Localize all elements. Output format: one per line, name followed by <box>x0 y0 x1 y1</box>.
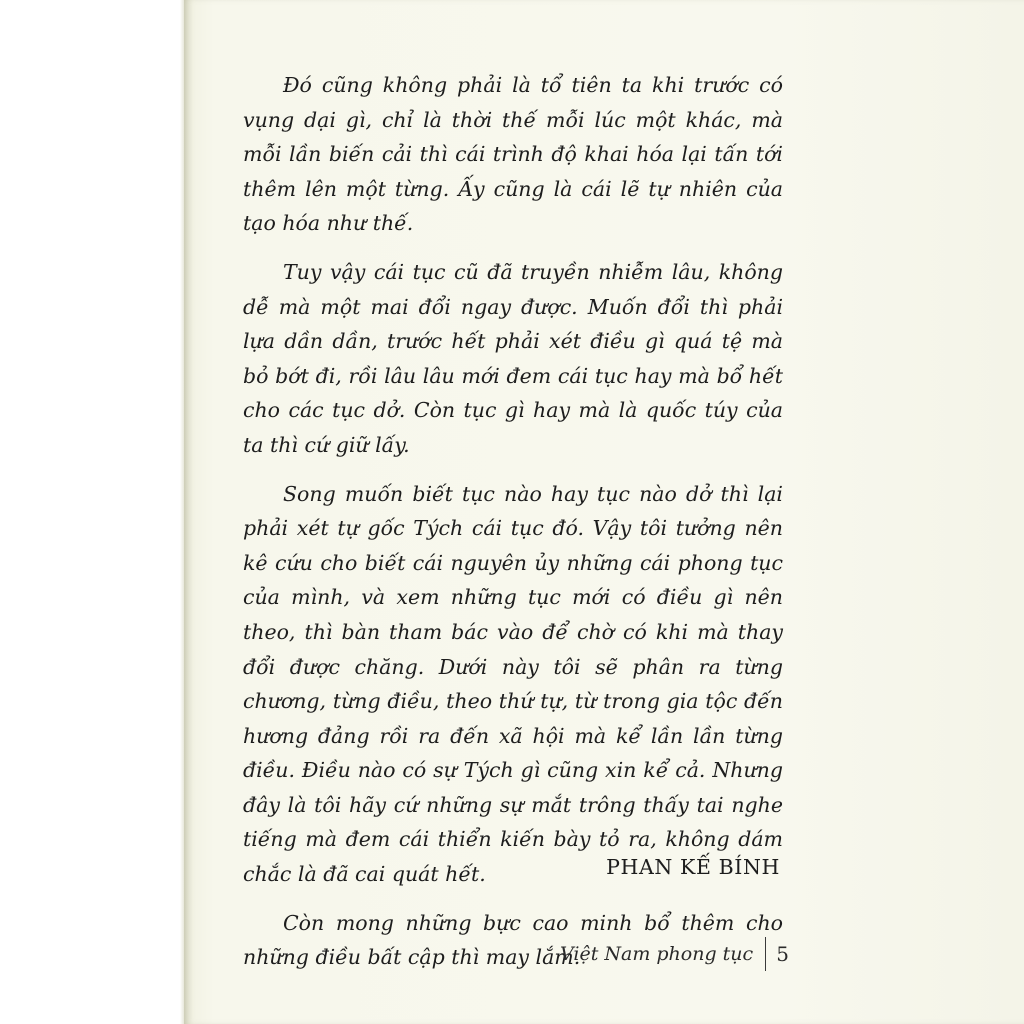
paragraph-1: Đó cũng không phải là tổ tiên ta khi trước có vụng dại gì, chỉ là thời thế mỗi lúc một khác, mà mỗi lần biến cải thì cái trình độ khai hóa lại tấn tới thêm lên một từng. Ấy cũng là cái lẽ tự nhiên của tạo hóa như thế. <box>243 73 783 236</box>
page-number: 5 <box>776 942 789 966</box>
running-title: Việt Nam phong tục <box>560 943 754 965</box>
paragraph-2: Tuy vậy cái tục cũ đã truyền nhiễm lâu, không dễ mà một mai đổi ngay được. Muốn đổi thì phải lựa dần dần, trước hết phải xét điều gì quá tệ mà bỏ bớt đi, rồi lâu lâu mới đem cái tục hay mà bổ hết cho các tục dở. Còn tục gì hay mà là quốc túy của ta thì cứ giữ lấy. <box>243 259 783 457</box>
page-footer <box>560 934 789 974</box>
body-text <box>243 68 783 989</box>
paragraph-3: Song muốn biết tục nào hay tục nào dở thì lại phải xét tự gốc Tých cái tục đó. Vậy tôi tưởng nên kê cứu cho biết cái nguyên ủy những cái phong tục của mình, và xem những tục mới có điều gì nên theo, thì bàn tham bác vào để chờ có khi mà thay đổi được chăng. Dưới này tôi sẽ phân ra từng chương, từng điều, theo thứ tự, từ trong gia tộc đến hương đảng rồi ra đến xã hội mà kể lần lần từng điều. Điều nào có sự Tých gì cũng xin kể cả. Nhưng đây là tôi hãy cứ những sự mắt trông thấy tai nghe tiếng mà đem cái thiển kiến bày tỏ ra, không dám chắc là đã cai quát hết. <box>243 481 783 887</box>
paragraph-4: Còn mong những bực cao minh bổ thêm cho những điều bất cập thì may lắm. <box>243 910 783 970</box>
author-signature: PHAN KẾ BÍNH <box>606 855 780 879</box>
